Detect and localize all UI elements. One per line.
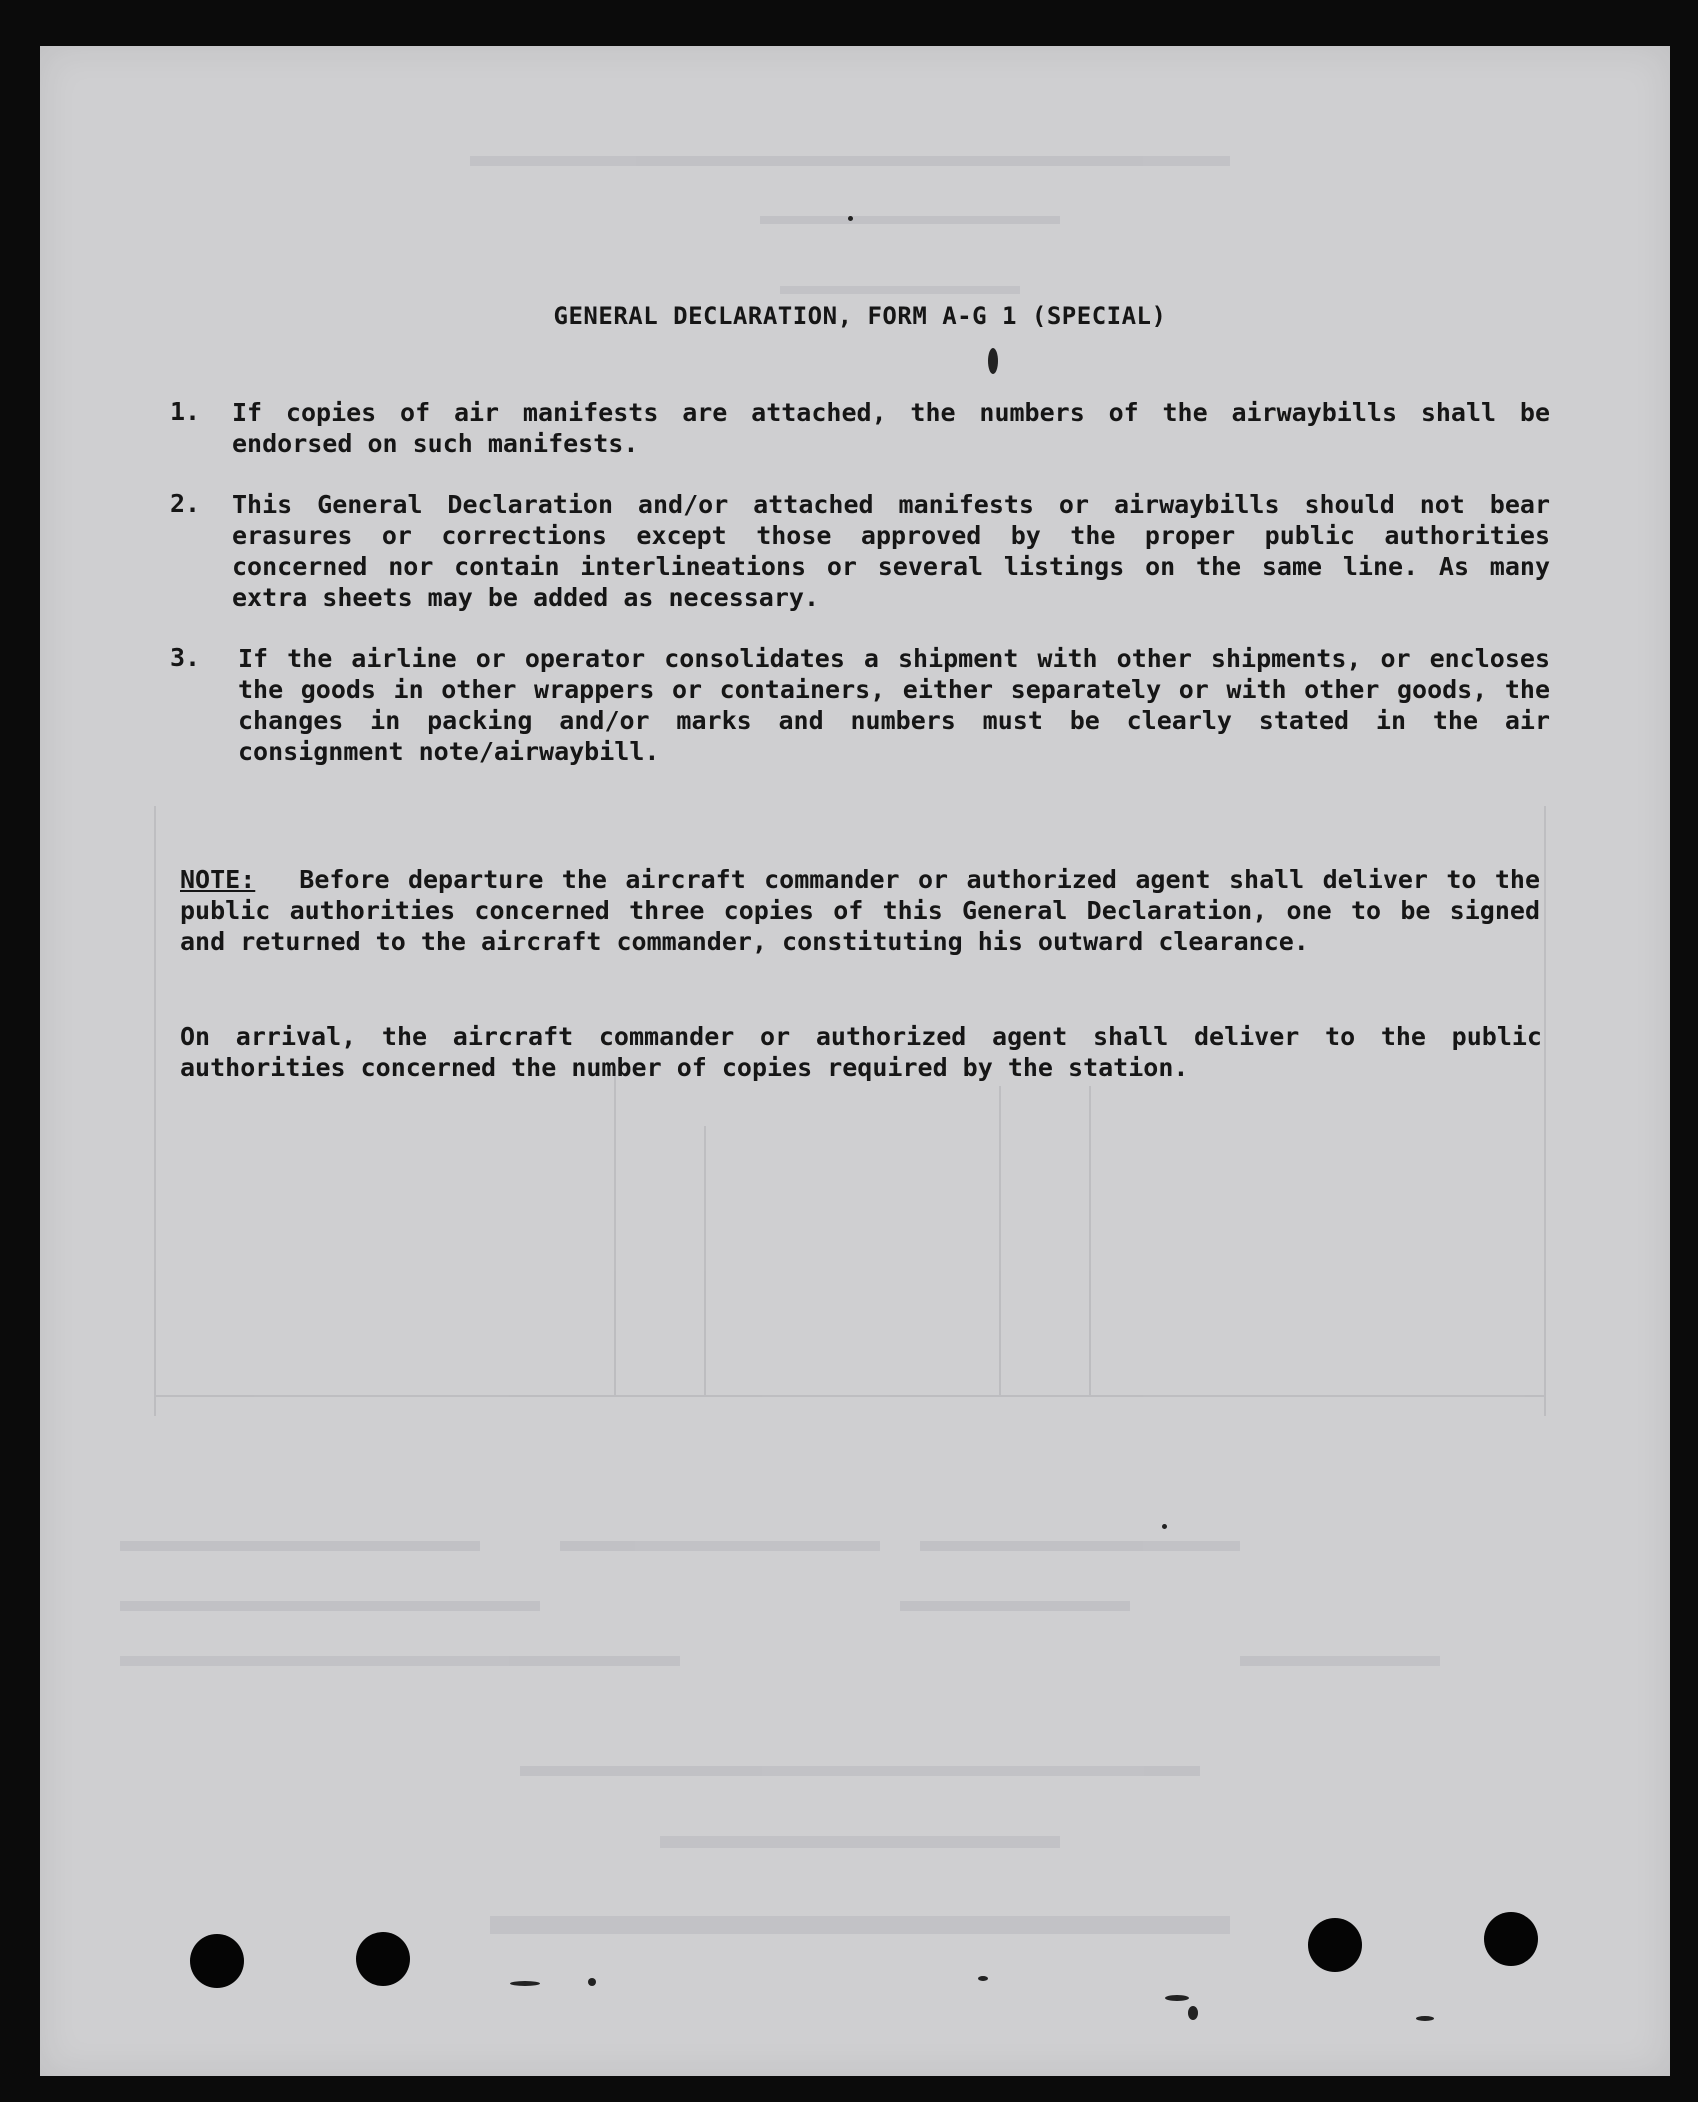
note-text: Before departure the aircraft commander or authorized agent shall deliver to the public authorities concerned three copies of this General Declaration, one to be signed and returned to the aircraft commander, constituting his outward clearance. <box>180 865 1540 956</box>
ink-speck <box>848 216 853 221</box>
punch-hole <box>1308 1918 1362 1972</box>
item-text: If copies of air manifests are attached, the numbers of the airwaybills shall be endorsed on such manifests. <box>232 398 1550 458</box>
ink-speck <box>988 348 998 374</box>
punch-hole <box>356 1932 410 1986</box>
note-paragraph <box>180 864 1540 957</box>
punch-hole <box>1484 1912 1538 1966</box>
item-number: 3. <box>170 643 201 672</box>
item-number: 2. <box>170 489 201 518</box>
ink-speck <box>1165 1995 1189 2001</box>
item-number: 1. <box>170 397 201 426</box>
page-title: GENERAL DECLARATION, FORM A-G 1 (SPECIAL) <box>553 302 1167 330</box>
document-page <box>40 46 1670 2076</box>
ink-speck <box>588 1978 596 1986</box>
note-label: NOTE: <box>180 865 256 894</box>
ink-speck <box>1416 2016 1434 2021</box>
punch-hole <box>190 1934 244 1988</box>
item-text: If the airline or operator consolidates a shipment with other shipments, or encloses the goods in other wrappers or containers, either separately or with other goods, the changes in packing and/or marks and numbers must be clearly stated in the air consignment note/airwaybill. <box>238 644 1550 766</box>
ink-speck <box>510 1981 540 1986</box>
item-text: This General Declaration and/or attached manifests or airwaybills should not bear erasures or corrections except those approved by the proper public authorities concerned nor contain interlineations or several listings on the same line. As many extra sheets may be added as necessary. <box>232 490 1550 612</box>
ink-speck <box>978 1976 988 1981</box>
ink-speck <box>1188 2006 1198 2020</box>
ink-speck <box>1162 1524 1167 1529</box>
arrival-paragraph: On arrival, the aircraft commander or authorized agent shall deliver to the public authorities concerned the number of copies required by the station. <box>180 1022 1542 1082</box>
